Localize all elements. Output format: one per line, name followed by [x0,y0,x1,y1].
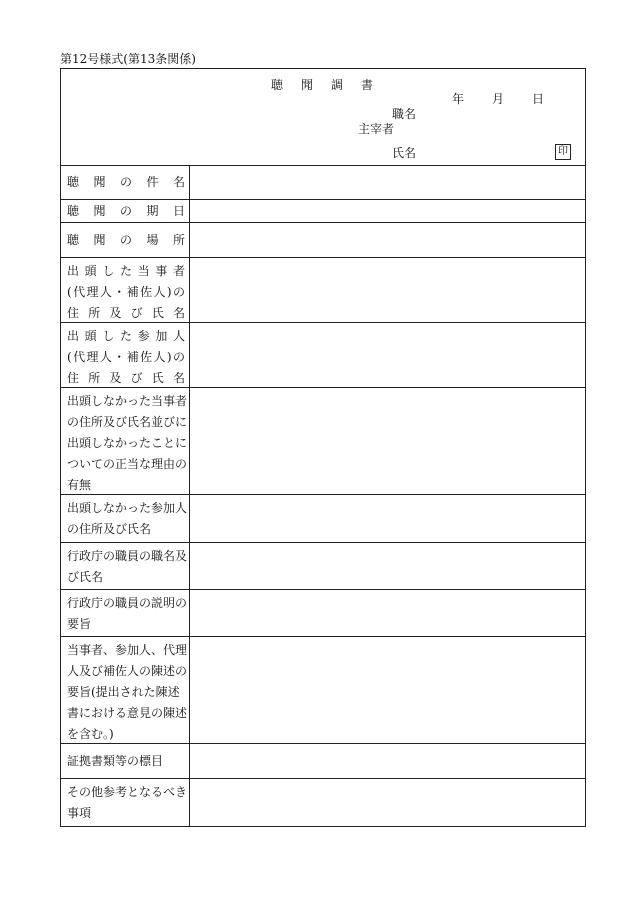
row-label-line: 人及び補佐人の陳述の [67,664,188,678]
row-label-line: 出頭しなかった参加人 [67,501,188,515]
date-year-label: 年 [452,92,465,106]
row-label-line: 当事者、参加人、代理 [67,643,188,657]
row-entry-field[interactable] [190,323,585,387]
row-label [61,779,190,826]
row-entry-field[interactable] [190,223,585,257]
date-day-label: 日 [532,92,545,106]
table-row [61,637,585,744]
table-row [61,258,585,323]
table-row [61,590,585,637]
presider-label: 主宰者 [358,122,395,136]
form-number: 第12号様式(第13条関係) [60,52,196,66]
name-label: 氏名 [392,146,417,160]
row-entry-field[interactable] [190,165,585,199]
row-label [61,388,190,494]
row-label-line: び氏名 [67,570,104,584]
row-label [61,637,190,743]
row-label-line: 出頭しなかったことに [67,436,188,450]
row-entry-field[interactable] [190,590,585,636]
table-row [61,744,585,779]
row-label-line: (代理人・補佐人)の [67,285,185,299]
row-entry-field[interactable] [190,388,585,494]
row-label-line: 聴聞の場所 [67,232,185,247]
row-entry-field[interactable] [190,637,585,743]
row-entry-field[interactable] [190,779,585,826]
row-label [61,744,190,778]
row-label-line: の住所及び氏名並びに [67,415,188,429]
seal-mark: 印 [555,144,571,160]
row-label-line: 出頭した参加人 [67,329,185,343]
table-row [61,323,585,388]
row-label-line: 行政庁の職員の説明の [67,596,188,610]
row-label [61,223,190,257]
row-entry-field[interactable] [190,200,585,222]
table-row [61,779,585,826]
row-entry-field[interactable] [190,744,585,778]
row-entry-field[interactable] [190,495,585,542]
row-label [61,200,190,222]
row-label-line: 住所及び氏名 [67,306,185,320]
row-label-line: 書における意見の陳述 [67,706,188,720]
row-label [61,590,190,636]
date-line [452,91,544,107]
row-label-line: 事項 [67,806,92,820]
row-label-line: を含む。) [67,727,114,741]
table-row [61,200,585,223]
row-label-line: 行政庁の職員の職名及 [67,549,188,563]
document-title: 聴聞調書 [271,78,392,92]
date-month-label: 月 [492,92,505,106]
form-header [61,69,585,166]
row-label-line: ついての正当な理由の [67,457,188,471]
row-label-line: その他参考となるべき [67,785,188,799]
table-row [61,495,585,543]
row-label [61,165,190,199]
row-label-line: 住所及び氏名 [67,371,185,385]
table-row [61,543,585,590]
row-label [61,495,190,542]
row-label-line: 聴聞の期日 [67,203,185,218]
row-label [61,323,190,387]
table-row [61,223,585,258]
row-label-line: 要旨 [67,617,92,631]
row-label-line: 要旨(提出された陳述 [67,685,180,699]
row-label-line: 聴聞の件名 [67,174,185,189]
table-row [61,388,585,495]
form-rows [61,165,585,826]
job-title-label: 職名 [392,107,417,121]
row-label-line: 出頭しなかった当事者 [67,394,188,408]
table-row [61,165,585,200]
row-entry-field[interactable] [190,543,585,589]
row-label-line: 出頭した当事者 [67,264,185,278]
row-label-line: 有無 [67,478,92,492]
row-label [61,543,190,589]
row-label [61,258,190,322]
row-label-line: 証拠書類等の標目 [67,753,164,768]
row-entry-field[interactable] [190,258,585,322]
row-label-line: (代理人・補佐人)の [67,350,185,364]
row-label-line: の住所及び氏名 [67,522,152,536]
hearing-record-form [60,68,586,827]
